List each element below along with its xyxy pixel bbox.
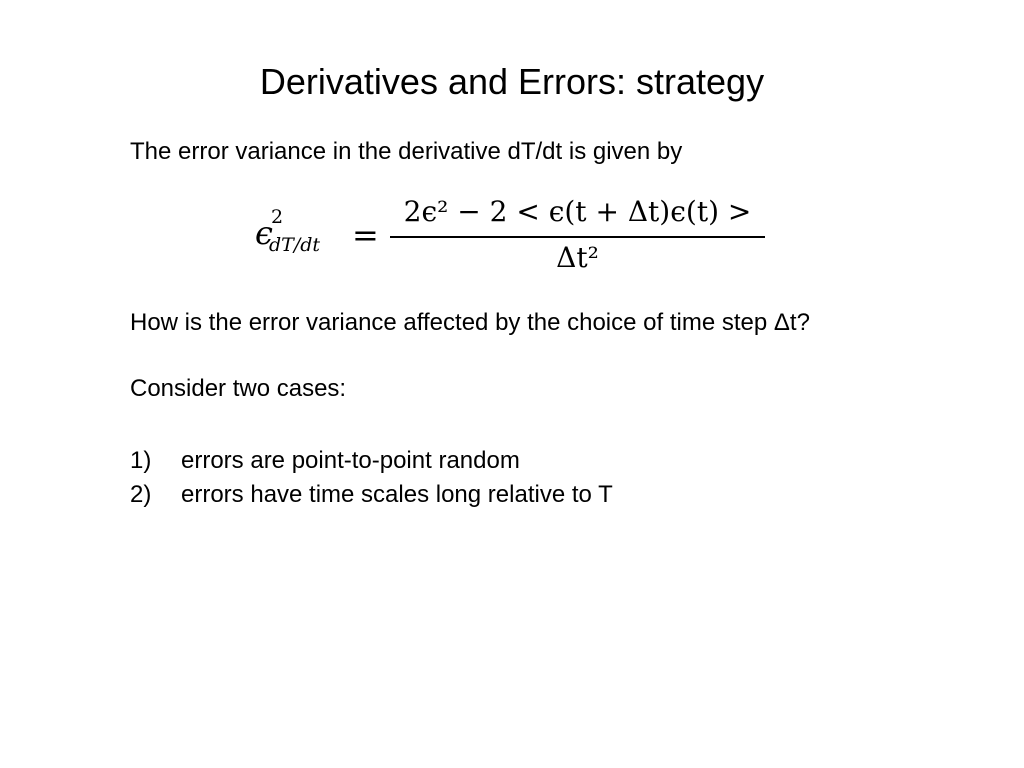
equation-numerator: 2ϵ² − 2 < ϵ(t + Δt)ϵ(t) > [403, 195, 752, 228]
lhs-epsilon: ϵ [255, 214, 273, 252]
list-item-text: errors have time scales long relative to T [181, 481, 613, 508]
list-item-number: 2) [130, 481, 152, 508]
intro-text: The error variance in the derivative dT/dt is given by [130, 138, 683, 165]
equals-sign: = [352, 216, 379, 254]
list-item [130, 444, 613, 478]
lhs-subscript: dT/dt [269, 234, 321, 256]
equation-lhs [255, 206, 321, 256]
consider-text: Consider two cases: [130, 375, 347, 402]
lhs-superscript: 2 [271, 206, 284, 228]
slide-title: Derivatives and Errors: strategy [259, 61, 765, 102]
equation-fraction [390, 192, 765, 278]
cases-list [130, 444, 613, 512]
question-text: How is the error variance affected by the choice of time step Δt? [130, 309, 810, 336]
list-item [130, 478, 613, 512]
error-variance-equation [255, 192, 775, 282]
list-item-text: errors are point-to-point random [181, 447, 520, 474]
list-item-number: 1) [130, 447, 152, 474]
equation-denominator: Δt² [556, 240, 599, 274]
